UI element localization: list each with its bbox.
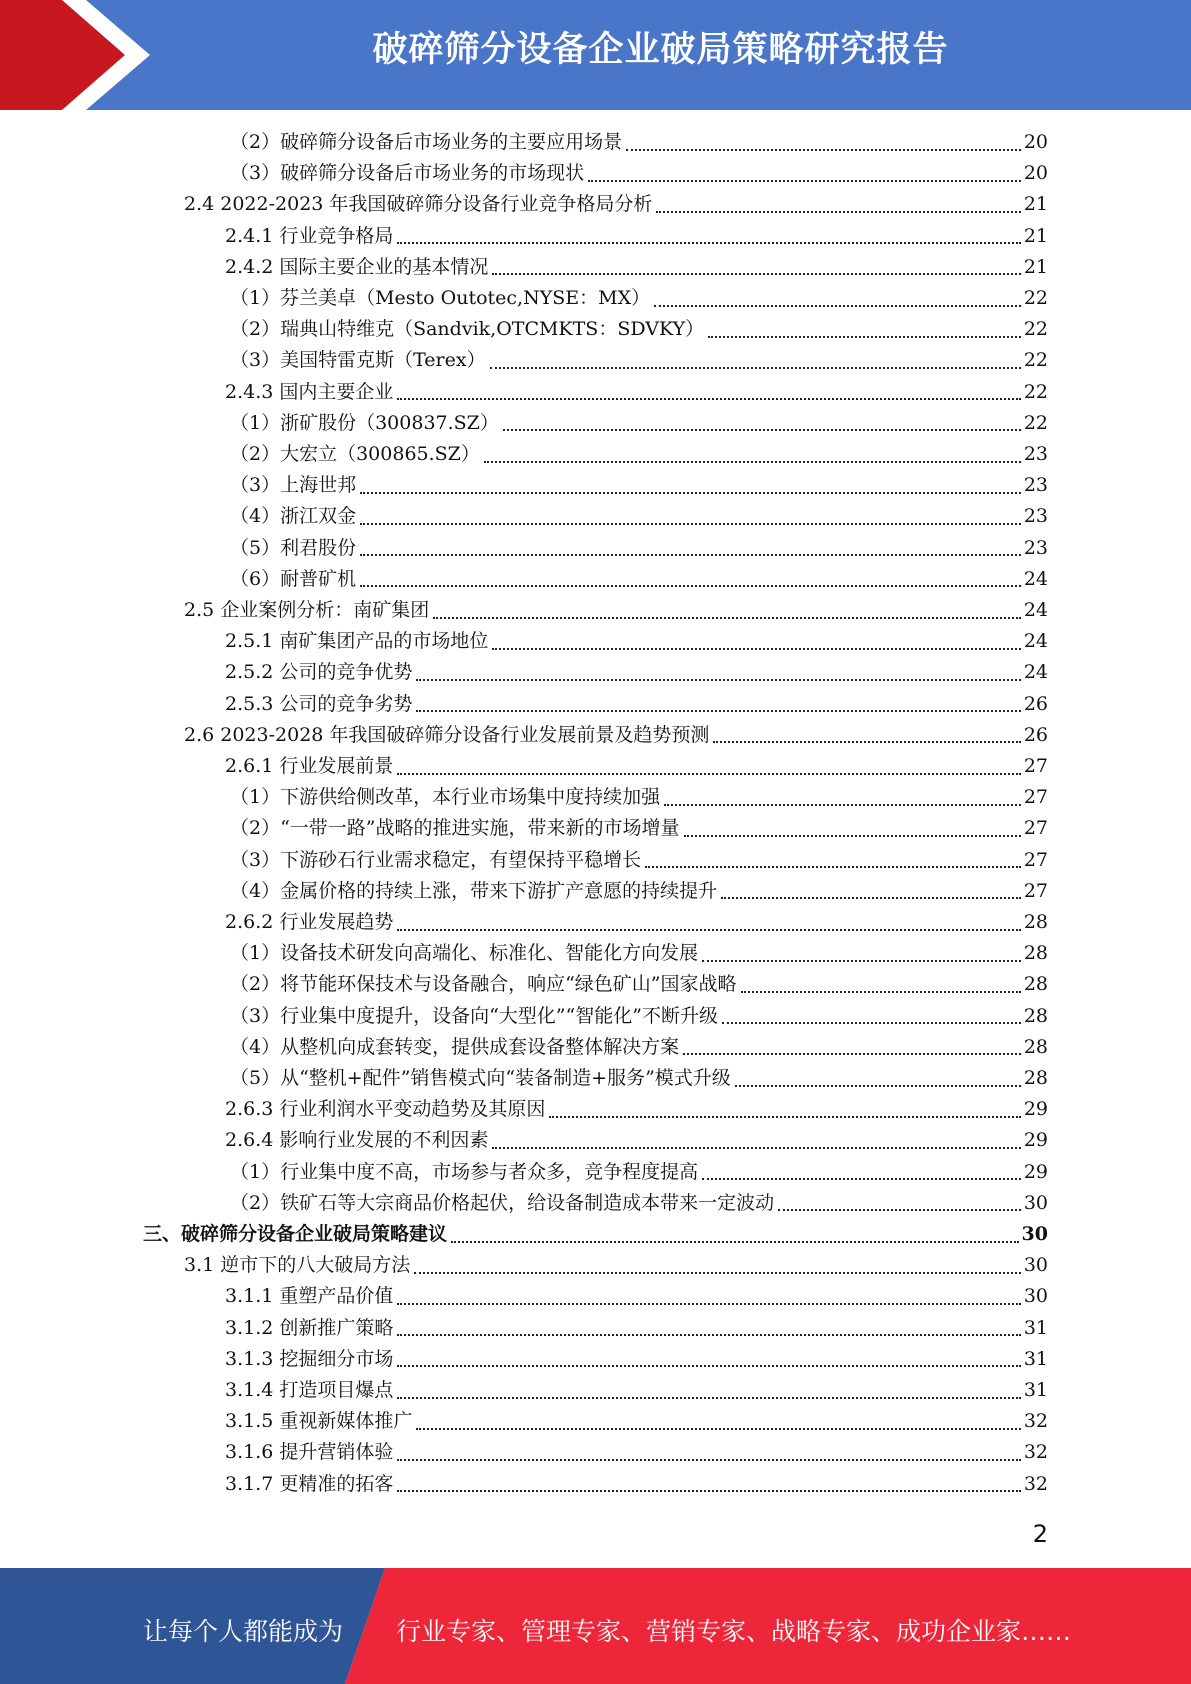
toc-dot-leader xyxy=(702,1178,1021,1180)
toc-dot-leader xyxy=(397,773,1020,775)
toc-entry[interactable] xyxy=(230,969,1048,1000)
toc-entry[interactable] xyxy=(230,1063,1048,1094)
toc-entry[interactable] xyxy=(184,189,1048,220)
toc-entry[interactable] xyxy=(225,626,1048,657)
toc-entry-label: （1）芬兰美卓（Mesto Outotec,NYSE：MX） xyxy=(230,287,651,309)
toc-dot-leader xyxy=(721,897,1021,899)
footer-slogan-right: 行业专家、管理专家、营销专家、战略专家、成功企业家…… xyxy=(396,1617,1072,1646)
toc-dot-leader xyxy=(683,1053,1021,1055)
toc-entry-label: （1）设备技术研发向高端化、标准化、智能化方向发展 xyxy=(230,942,699,965)
toc-entry-label: （3）行业集中度提升，设备向“大型化”“智能化”不断升级 xyxy=(230,1004,718,1027)
toc-entry-page: 22 xyxy=(1023,287,1048,309)
toc-entry-page: 22 xyxy=(1023,318,1048,341)
toc-entry-label: 3.1.1 重塑产品价值 xyxy=(225,1285,394,1308)
toc-entry[interactable] xyxy=(230,938,1048,969)
toc-entry-page: 27 xyxy=(1023,817,1048,840)
toc-entry-page: 31 xyxy=(1023,1316,1048,1339)
toc-entry-label: 3.1.3 挖掘细分市场 xyxy=(225,1347,394,1370)
toc-entry-label: 2.5.1 南矿集团产品的市场地位 xyxy=(225,630,489,653)
toc-entry-page: 24 xyxy=(1023,567,1048,590)
toc-entry[interactable] xyxy=(225,1344,1048,1375)
toc-entry-page: 32 xyxy=(1023,1441,1048,1464)
toc-entry-label: （2）将节能环保技术与设备融合，响应“绿色矿山”国家战略 xyxy=(230,973,737,996)
toc-entry-label: 2.6.3 行业利润水平变动趋势及其原因 xyxy=(225,1098,546,1121)
header-arrow-decoration xyxy=(0,0,160,110)
toc-dot-leader xyxy=(397,1459,1020,1461)
toc-entry-label: （1）行业集中度不高，市场参与者众多，竞争程度提高 xyxy=(230,1160,699,1183)
toc-entry[interactable] xyxy=(225,1094,1048,1125)
toc-dot-leader xyxy=(360,523,1021,525)
toc-entry-page: 28 xyxy=(1023,911,1048,933)
toc-dot-leader xyxy=(397,398,1020,400)
toc-entry[interactable] xyxy=(230,439,1048,470)
toc-entry[interactable] xyxy=(225,751,1048,782)
page-footer xyxy=(0,1568,1191,1684)
toc-entry-label: （4）浙江双金 xyxy=(230,505,357,528)
toc-dot-leader xyxy=(778,1209,1021,1211)
toc-entry-label: （2）铁矿石等大宗商品价格起伏，给设备制造成本带来一定波动 xyxy=(230,1191,775,1214)
toc-entry[interactable] xyxy=(143,1219,1048,1250)
toc-dot-leader xyxy=(654,305,1021,307)
toc-entry-page: 28 xyxy=(1023,1035,1048,1058)
toc-dot-leader xyxy=(451,1241,1019,1243)
toc-entry-page: 26 xyxy=(1023,723,1048,746)
toc-entry-label: 2.6 2023-2028 年我国破碎筛分设备行业发展前景及趋势预测 xyxy=(184,723,710,746)
toc-entry-page: 31 xyxy=(1023,1379,1048,1401)
toc-entry-page: 22 xyxy=(1023,411,1048,434)
toc-entry-label: 2.6.4 影响行业发展的不利因素 xyxy=(225,1129,489,1152)
toc-dot-leader xyxy=(397,1334,1020,1336)
toc-entry-page: 23 xyxy=(1023,474,1048,497)
toc-dot-leader xyxy=(397,242,1020,244)
toc-entry[interactable] xyxy=(225,1313,1048,1344)
toc-dot-leader xyxy=(484,461,1021,463)
toc-entry-label: （3）美国特雷克斯（Terex） xyxy=(230,349,486,372)
toc-entry-label: 2.5.3 公司的竞争劣势 xyxy=(225,692,413,715)
toc-entry-label: （6）耐普矿机 xyxy=(230,567,357,590)
toc-entry[interactable] xyxy=(184,595,1048,626)
toc-entry[interactable] xyxy=(225,657,1048,688)
toc-entry-page: 21 xyxy=(1023,193,1048,216)
toc-entry-page: 24 xyxy=(1023,599,1048,621)
toc-entry-page: 23 xyxy=(1023,536,1048,559)
toc-entry-label: （4）金属价格的持续上涨，带来下游扩产意愿的持续提升 xyxy=(230,879,718,902)
toc-entry-label: （5）利君股份 xyxy=(230,536,357,559)
toc-entry[interactable] xyxy=(230,1032,1048,1063)
toc-entry[interactable] xyxy=(230,408,1048,439)
toc-entry-label: 2.4.3 国内主要企业 xyxy=(225,380,394,403)
toc-entry-page: 22 xyxy=(1023,349,1048,372)
toc-entry-page: 29 xyxy=(1023,1098,1048,1121)
toc-entry-label: 2.4 2022-2023 年我国破碎筛分设备行业竞争格局分析 xyxy=(184,193,653,216)
toc-entry[interactable] xyxy=(225,252,1048,283)
toc-entry[interactable] xyxy=(225,1469,1048,1500)
toc-entry[interactable] xyxy=(230,1157,1048,1188)
toc-dot-leader xyxy=(656,211,1020,213)
toc-entry-label: （1）浙矿股份（300837.SZ） xyxy=(230,411,499,434)
toc-dot-leader xyxy=(490,367,1021,369)
toc-entry-page: 29 xyxy=(1023,1160,1048,1183)
toc-entry-page: 31 xyxy=(1023,1347,1048,1370)
toc-entry[interactable] xyxy=(184,1250,1048,1281)
toc-entry-page: 30 xyxy=(1023,1254,1048,1277)
toc-entry-page: 22 xyxy=(1023,380,1048,403)
toc-dot-leader xyxy=(360,492,1021,494)
toc-entry-page: 28 xyxy=(1023,1067,1048,1089)
toc-dot-leader xyxy=(414,1272,1021,1274)
toc-entry[interactable] xyxy=(230,876,1048,907)
toc-entry[interactable] xyxy=(230,813,1048,844)
toc-entry-label: （3）破碎筛分设备后市场业务的市场现状 xyxy=(230,162,585,185)
toc-entry-page: 21 xyxy=(1023,255,1048,278)
toc-entry-page: 23 xyxy=(1023,505,1048,528)
toc-entry[interactable] xyxy=(230,533,1048,564)
toc-entry[interactable] xyxy=(225,689,1048,720)
report-title: 破碎筛分设备企业破局策略研究报告 xyxy=(372,30,949,70)
toc-entry-page: 26 xyxy=(1023,692,1048,715)
toc-entry-label: 2.6.1 行业发展前景 xyxy=(225,755,394,777)
toc-dot-leader xyxy=(416,710,1020,712)
toc-entry-page: 28 xyxy=(1023,942,1048,965)
toc-entry[interactable] xyxy=(225,1281,1048,1312)
toc-entry[interactable] xyxy=(230,564,1048,595)
toc-entry-page: 30 xyxy=(1023,1285,1048,1308)
toc-dot-leader xyxy=(713,741,1020,743)
toc-entry-label: （3）下游砂石行业需求稳定，有望保持平稳增长 xyxy=(230,848,642,871)
toc-entry-page: 20 xyxy=(1023,131,1048,153)
toc-entry-label: （2）大宏立（300865.SZ） xyxy=(230,443,480,465)
toc-entry-page: 29 xyxy=(1023,1129,1048,1152)
toc-dot-leader xyxy=(397,1303,1020,1305)
toc-entry-page: 30 xyxy=(1021,1223,1048,1245)
toc-entry-label: 3.1 逆市下的八大破局方法 xyxy=(184,1254,411,1277)
toc-entry-page: 28 xyxy=(1023,1004,1048,1027)
toc-entry-label: 2.4.1 行业竞争格局 xyxy=(225,224,394,247)
toc-entry-label: 2.5 企业案例分析：南矿集团 xyxy=(184,599,430,621)
toc-dot-leader xyxy=(492,273,1020,275)
toc-dot-leader xyxy=(492,1147,1020,1149)
toc-entry[interactable] xyxy=(230,158,1048,189)
toc-entry[interactable] xyxy=(230,1188,1048,1219)
toc-dot-leader xyxy=(588,180,1021,182)
toc-entry-label: （2）瑞典山特维克（Sandvik,OTCMKTS：SDVKY） xyxy=(230,318,705,341)
toc-dot-leader xyxy=(416,679,1020,681)
toc-entry-page: 32 xyxy=(1023,1472,1048,1495)
toc-entry-page: 28 xyxy=(1023,973,1048,996)
toc-entry-page: 20 xyxy=(1023,162,1048,185)
toc-entry[interactable] xyxy=(225,1375,1048,1406)
toc-entry-label: （2）破碎筛分设备后市场业务的主要应用场景 xyxy=(230,131,623,153)
toc-dot-leader xyxy=(741,991,1021,993)
toc-entry-page: 27 xyxy=(1023,786,1048,809)
toc-dot-leader xyxy=(708,336,1021,338)
toc-entry-page: 27 xyxy=(1023,755,1048,777)
toc-dot-leader xyxy=(503,429,1021,431)
toc-dot-leader xyxy=(416,1428,1020,1430)
toc-entry[interactable] xyxy=(230,127,1048,158)
toc-dot-leader xyxy=(360,585,1021,587)
toc-entry[interactable] xyxy=(225,221,1048,252)
toc-dot-leader xyxy=(702,960,1021,962)
toc-dot-leader xyxy=(397,1490,1020,1492)
toc-entry[interactable] xyxy=(225,1406,1048,1437)
toc-dot-leader xyxy=(645,866,1021,868)
toc-entry[interactable] xyxy=(230,845,1048,876)
toc-entry[interactable] xyxy=(225,1437,1048,1468)
toc-entry-label: （3）上海世邦 xyxy=(230,474,357,497)
toc-entry[interactable] xyxy=(230,314,1048,345)
toc-dot-leader xyxy=(492,648,1020,650)
toc-dot-leader xyxy=(433,617,1021,619)
toc-entry-label: （4）从整机向成套转变，提供成套设备整体解决方案 xyxy=(230,1035,680,1058)
toc-entry-label: （2）“一带一路”战略的推进实施，带来新的市场增量 xyxy=(230,817,680,840)
toc-entry[interactable] xyxy=(225,377,1048,408)
toc-entry-label: （5）从“整机+配件”销售模式向“装备制造+服务”模式升级 xyxy=(230,1067,731,1089)
toc-dot-leader xyxy=(722,1022,1021,1024)
toc-entry-page: 27 xyxy=(1023,879,1048,902)
toc-entry[interactable] xyxy=(230,345,1048,376)
toc-entry[interactable] xyxy=(230,501,1048,532)
toc-entry[interactable] xyxy=(184,720,1048,751)
toc-entry-label: 3.1.7 更精准的拓客 xyxy=(225,1472,394,1495)
toc-dot-leader xyxy=(397,929,1020,931)
toc-entry-label: 3.1.6 提升营销体验 xyxy=(225,1441,394,1464)
toc-dot-leader xyxy=(735,1085,1021,1087)
toc-dot-leader xyxy=(397,1365,1020,1367)
toc-entry-label: 2.4.2 国际主要企业的基本情况 xyxy=(225,255,489,278)
toc-entry[interactable] xyxy=(230,782,1048,813)
toc-entry-label: 3.1.2 创新推广策略 xyxy=(225,1316,394,1339)
toc-entry-label: 三、破碎筛分设备企业破局策略建议 xyxy=(143,1223,448,1245)
toc-entry-page: 32 xyxy=(1023,1410,1048,1433)
toc-entry-page: 27 xyxy=(1023,848,1048,871)
page-header xyxy=(0,0,1191,110)
toc-entry-page: 24 xyxy=(1023,661,1048,684)
toc-entry-label: 3.1.4 打造项目爆点 xyxy=(225,1379,394,1401)
toc-entry[interactable] xyxy=(230,283,1048,314)
toc-entry[interactable] xyxy=(230,470,1048,501)
toc-entry[interactable] xyxy=(230,1001,1048,1032)
toc-entry-page: 30 xyxy=(1023,1191,1048,1214)
toc-entry-label: 2.5.2 公司的竞争优势 xyxy=(225,661,413,684)
toc-dot-leader xyxy=(397,1397,1020,1399)
footer-slogan-left: 让每个人都能成为 xyxy=(143,1617,344,1646)
toc-dot-leader xyxy=(360,554,1021,556)
toc-dot-leader xyxy=(684,835,1021,837)
page-number: 2 xyxy=(1032,1520,1048,1548)
toc-entry[interactable] xyxy=(225,907,1048,938)
toc-dot-leader xyxy=(549,1116,1020,1118)
toc-entry-label: （1）下游供给侧改革，本行业市场集中度持续加强 xyxy=(230,786,661,809)
toc-entry-page: 21 xyxy=(1023,224,1048,247)
toc-entry[interactable] xyxy=(225,1125,1048,1156)
toc-entry-label: 2.6.2 行业发展趋势 xyxy=(225,911,394,933)
toc-dot-leader xyxy=(626,149,1021,151)
toc-dot-leader xyxy=(664,804,1021,806)
toc-entry-label: 3.1.5 重视新媒体推广 xyxy=(225,1410,413,1433)
toc-entry-page: 24 xyxy=(1023,630,1048,653)
toc-entry-page: 23 xyxy=(1023,443,1048,465)
